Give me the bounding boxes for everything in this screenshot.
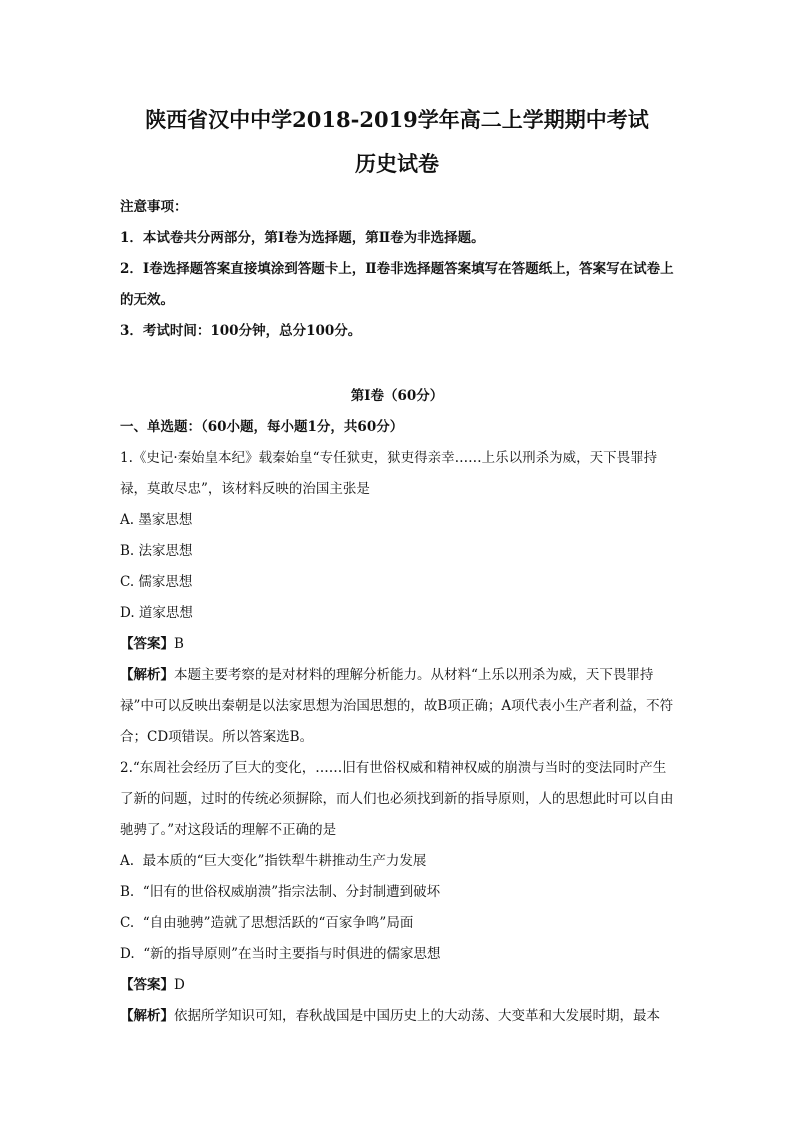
analysis-text: 本题主要考察的是对材料的理解分析能力。从材料“上乐以刑杀为威，天下畏罪持禄”中可以反映出秦朝是以法家思想为治国思想的，故B项正确；A项代表小生产者利益，不符合；CD项错误。所以答案选B。 xyxy=(120,667,674,745)
analysis-label: 【解析】 xyxy=(120,1008,174,1024)
question-2-stem: 2.“东周社会经历了巨大的变化，……旧有世俗权威和精神权威的崩溃与当时的变法同时产生了新的问题，过时的传统必须摒除，而人们也必须找到新的指导原则，人的思想此时可以自由驰骋了。”对这段话的理解不正确的是 xyxy=(120,760,674,838)
notes-heading: 注意事项： xyxy=(120,199,188,215)
question-1-option-a: A. 墨家思想 xyxy=(120,512,193,528)
question-1 xyxy=(120,443,674,753)
note-item-3: 3．考试时间：100分钟，总分100分。 xyxy=(120,323,362,339)
question-1-stem: 1.《史记·秦始皇本纪》载秦始皇“专任狱吏，狱吏得亲幸……上乐以刑杀为威，天下畏罪持禄，莫敢尽忠”，该材料反映的治国主张是 xyxy=(120,450,658,497)
section-heading: 第Ⅰ卷（60分） xyxy=(350,388,444,404)
question-2 xyxy=(120,753,674,1032)
part-title: 一、单选题：（60小题，每小题1分，共60分） xyxy=(120,419,404,435)
answer-label: 【答案】 xyxy=(120,977,174,993)
answer-value: D xyxy=(174,977,185,993)
question-2-option-a: A. 最本质的“巨大变化”指铁犁牛耕推动生产力发展 xyxy=(120,853,427,869)
analysis-text: 依据所学知识可知，春秋战国是中国历史上的大动荡、大变革和大发展时期，最本 xyxy=(174,1008,660,1024)
answer-label: 【答案】 xyxy=(120,636,174,652)
question-1-analysis xyxy=(120,660,674,753)
notes-section xyxy=(120,192,674,347)
analysis-label: 【解析】 xyxy=(120,667,174,683)
question-1-answer xyxy=(120,629,674,660)
question-2-option-d: D. “新的指导原则”在当时主要指与时俱进的儒家思想 xyxy=(120,946,441,962)
document-subtitle: 历史试卷 xyxy=(355,151,439,176)
question-1-option-b: B. 法家思想 xyxy=(120,543,193,559)
note-item-1: 1．本试卷共分两部分，第Ⅰ卷为选择题，第Ⅱ卷为非选择题。 xyxy=(120,230,485,246)
question-2-option-b: B. “旧有的世俗权威崩溃”指宗法制、分封制遭到破坏 xyxy=(120,884,441,900)
document-title: 陕西省汉中中学2018-2019学年高二上学期期中考试 xyxy=(145,107,649,132)
note-item-2: 2．Ⅰ卷选择题答案直接填涂到答题卡上，Ⅱ卷非选择题答案填写在答题纸上，答案写在试卷上的无效。 xyxy=(120,261,674,308)
question-1-option-d: D. 道家思想 xyxy=(120,605,193,621)
question-2-answer xyxy=(120,970,674,1001)
question-2-analysis xyxy=(120,1001,674,1032)
answer-value: B xyxy=(174,636,184,652)
question-1-option-c: C. 儒家思想 xyxy=(120,574,193,590)
question-2-option-c: C. “自由驰骋”造就了思想活跃的“百家争鸣”局面 xyxy=(120,915,414,931)
